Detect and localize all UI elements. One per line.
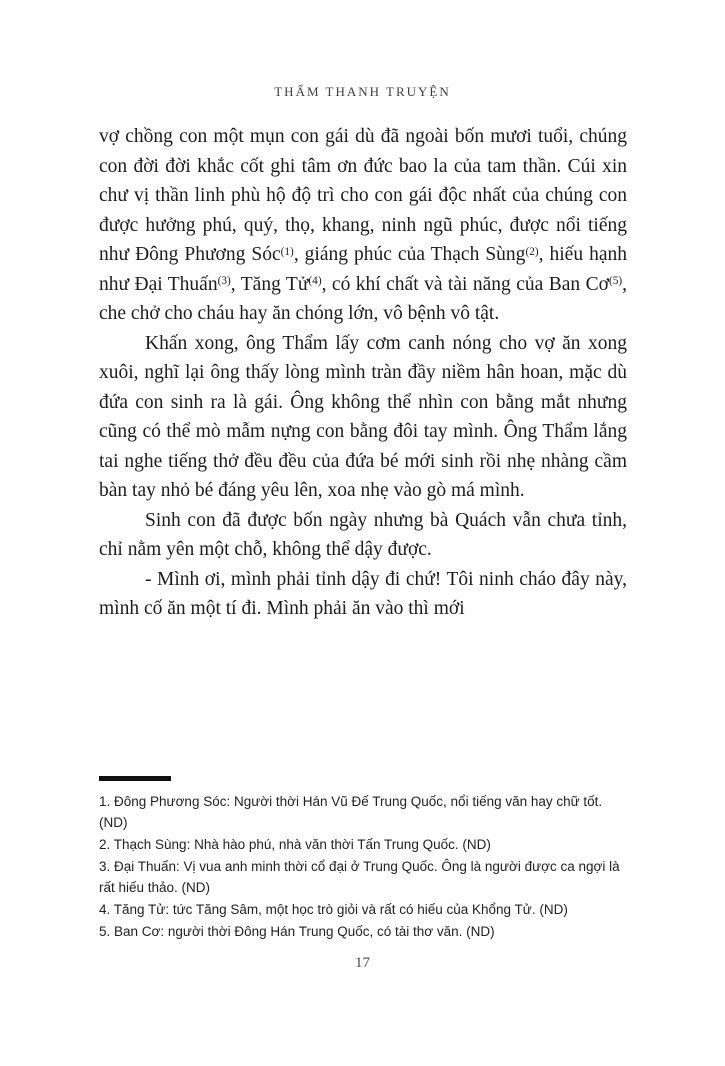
page-number: 17 [355,955,370,971]
footnote: 5. Ban Cơ: người thời Đông Hán Trung Quốc, có tài thơ văn. (ND) [99,924,495,939]
paragraph: vợ chồng con một mụn con gái dù đã ngoài bốn mươi tuổi, chúng con đời đời khắc cốt ghi tâm ơn đức bao la của tam thần. Cúi xin chư vị thần linh phù hộ độ trì cho con gái độc nhất của chúng con được hưởng phú, quý, thọ, khang, ninh ngũ phúc, được nổi tiếng như Đông Phương Sóc$^{(1)}$, giáng phúc của Thạch Sùng$^{(2)}$, hiếu hạnh như Đại Thuấn$^{(3)}$, Tăng Tử$^{(4)}$, có khí chất và tài năng của Ban $Cơ^{(5)}$, che chở cho cháu hay ăn chóng lớn, vô bệnh vô tật. [99,126,627,324]
paragraph: - Mình ơi, mình phải tỉnh dậy đi chứ! Tôi ninh cháo đây này, mình cố ăn một tí đi. Mình phải ăn vào thì mới [99,568,627,619]
footnote-separator [99,776,171,781]
footnote: 4. Tăng Tử: tức Tăng Sâm, một học trò giỏi và rất có hiếu của Khổng Tử. (ND) [99,902,568,917]
footnote: 2. Thạch Sùng: Nhà hào phú, nhà văn thời Tấn Trung Quốc. (ND) [99,837,491,852]
footnote: 3. Đại Thuấn: Vị vua anh minh thời cổ đại ở Trung Quốc. Ông là người được ca ngợi là rất hiếu thảo. (ND) [99,859,620,895]
paragraph: Sinh con đã được bốn ngày nhưng bà Quách vẫn chưa tỉnh, chỉ nằm yên một chỗ, không thể dậy được. [99,509,627,560]
footnote: 1. Đông Phương Sóc: Người thời Hán Vũ Đế Trung Quốc, nổi tiếng văn hay chữ tốt. (ND) [99,794,603,830]
footnotes-section [99,776,629,943]
running-header: THẨM THANH TRUYỆN [274,84,451,99]
body-text [99,122,627,624]
paragraph: Khấn xong, ông Thẩm lấy cơm canh nóng cho vợ ăn xong xuôi, nghĩ lại ông thấy lòng mình tràn đầy niềm hân hoan, mặc dù đứa con sinh ra là gái. Ông không thể nhìn con bằng mắt nhưng cũng có thể mò mẫm nựng con bằng đôi tay mình. Ông Thẩm lắng tai nghe tiếng thở đều đều của đứa bé mới sinh rồi nhẹ nhàng cầm bàn tay nhỏ bé đáng yêu lên, xoa nhẹ vào gò má mình. [99,332,627,501]
